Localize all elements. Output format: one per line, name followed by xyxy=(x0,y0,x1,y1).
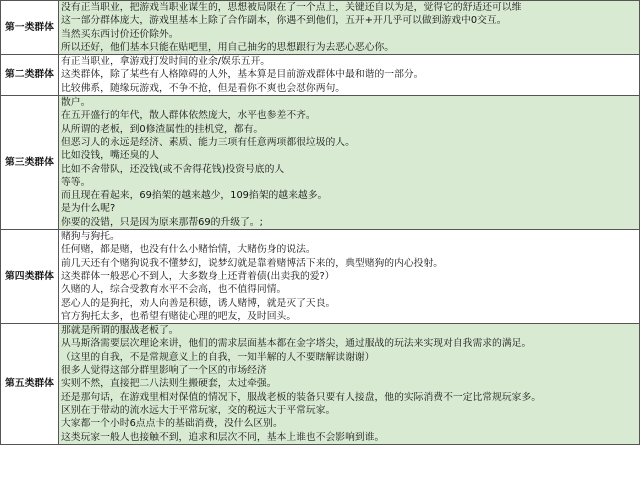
content-line: 很多人觉得这部分群里影响了一个区的市场经济 xyxy=(61,365,267,377)
table-row xyxy=(1,324,640,445)
table-row xyxy=(1,96,640,230)
table-row xyxy=(1,55,640,96)
content-line: 从所谓的老板，到0修渣属性的挂机党，都有。 xyxy=(61,123,264,135)
category-cell[interactable]: 第三类群体 xyxy=(1,96,59,230)
category-cell[interactable]: 第二类群体 xyxy=(1,55,59,96)
content-line: 官方狗托太多，也希望有赌徒心理的吧友，及时回头。 xyxy=(61,310,297,322)
content-line: 散户。 xyxy=(61,97,91,109)
content-line: 而且现在看起来，69掐架的越来越少，109掐架的越来越多。 xyxy=(61,190,328,202)
category-cell[interactable]: 第四类群体 xyxy=(1,230,59,324)
content-line: 前几天还有个赌狗说我不懂梦幻，说梦幻就是靠着赌博活下来的，典型赌狗的内心投射。 xyxy=(61,257,444,269)
content-line: 在五开盛行的年代，散人群体依然庞大，水平也参差不齐。 xyxy=(61,110,316,122)
content-line: 比如没钱，嘴还臭的人 xyxy=(61,150,159,162)
table-body xyxy=(1,1,640,445)
category-cell[interactable]: 第五类群体 xyxy=(1,324,59,445)
table-row xyxy=(1,230,640,324)
content-line: 比较佛系，随缘玩游戏，不争不抢，但是看你不爽也会怼你两句。 xyxy=(61,82,346,94)
content-line: 所以还好，他们基本只能在贴吧里，用自己抽劣的思想跟行为去恶心恶心你。 xyxy=(61,41,395,53)
content-line: 任何赌，都是赌，也没有什么小赌怡情，大赌伤身的说法。 xyxy=(61,244,316,256)
content-cell[interactable] xyxy=(59,96,640,230)
content-line: 但恶习人的永远是经济、素质、能力三项有任意两项都很垃圾的人。 xyxy=(61,136,355,148)
content-line: 赌狗与狗托。 xyxy=(61,231,120,243)
content-cell[interactable] xyxy=(59,230,640,324)
content-line: 恶心人的是狗托，劝人向善是积德，诱人赌博，就是灭了天良。 xyxy=(61,297,336,309)
content-line: 是为什么呢? xyxy=(61,203,116,215)
content-line: 从马斯洛需要层次理论来讲，他们的需求层面基本都在金字塔尖，通过服战的玩法来实现对自我需求的满足。 xyxy=(61,338,532,350)
content-cell[interactable] xyxy=(59,1,640,55)
content-line: 还是那句话，在游戏里相对保值的情况下，服战老板的装备只要有人接盘，他的实际消费不一定比常规玩家多。 xyxy=(61,391,542,403)
content-line: 这类玩家一般人也接触不到，追求和层次不同，基本上谁也不会影响到谁。 xyxy=(61,431,385,443)
content-line: 这一部分群体庞大，游戏里基本上除了合作副本，你遇不到他们，五开+开几乎可以做到游戏中0交互。 xyxy=(61,15,507,27)
content-line: 大家都一个小时6点点卡的基础消费，没什么区别。 xyxy=(61,418,283,430)
content-line: 这类群体，除了某些有人格障碍的人外，基本算是目前游戏群体中最和谐的一部分。 xyxy=(61,69,424,81)
content-line: 你要的没错，只是因为原来那帮69的升级了。; xyxy=(61,216,263,228)
content-line: 这类群体一般恶心不到人，大多数身上还背着债(出卖我的爱?） xyxy=(61,270,335,282)
content-line: 实则不然，直接把二八法则生搬硬套，太过牵强。 xyxy=(61,378,277,390)
category-cell[interactable]: 第一类群体 xyxy=(1,1,59,55)
content-line: 有正当职业，拿游戏打发时间的业余/娱乐五开。 xyxy=(61,56,271,68)
table-row xyxy=(1,1,640,55)
content-line: 当然买东西讨价还价除外。 xyxy=(61,28,179,40)
content-cell[interactable] xyxy=(59,324,640,445)
content-line: 久赌的人，综合受教育水平不会高，也不值得同情。 xyxy=(61,284,287,296)
content-line: 比如不舍带队，还没钱(或不舍得花钱)投资号底的人 xyxy=(61,163,285,175)
content-line: 区别在于带动的流水远大于平常玩家，交的税远大于平常玩家。 xyxy=(61,404,336,416)
content-cell[interactable] xyxy=(59,55,640,96)
content-line: （这里的自我，不是常规意义上的自我，一知半解的人不要瞎解读谢谢） xyxy=(61,351,375,363)
content-line: 等等。 xyxy=(61,176,91,188)
content-line: 那就是所谓的服战老板了。 xyxy=(61,325,179,337)
content-line: 没有正当职业，把游戏当职业谋生的，思想被局限在了一个点上，关键还自以为是，觉得它的舒适还可以维 xyxy=(61,2,522,13)
